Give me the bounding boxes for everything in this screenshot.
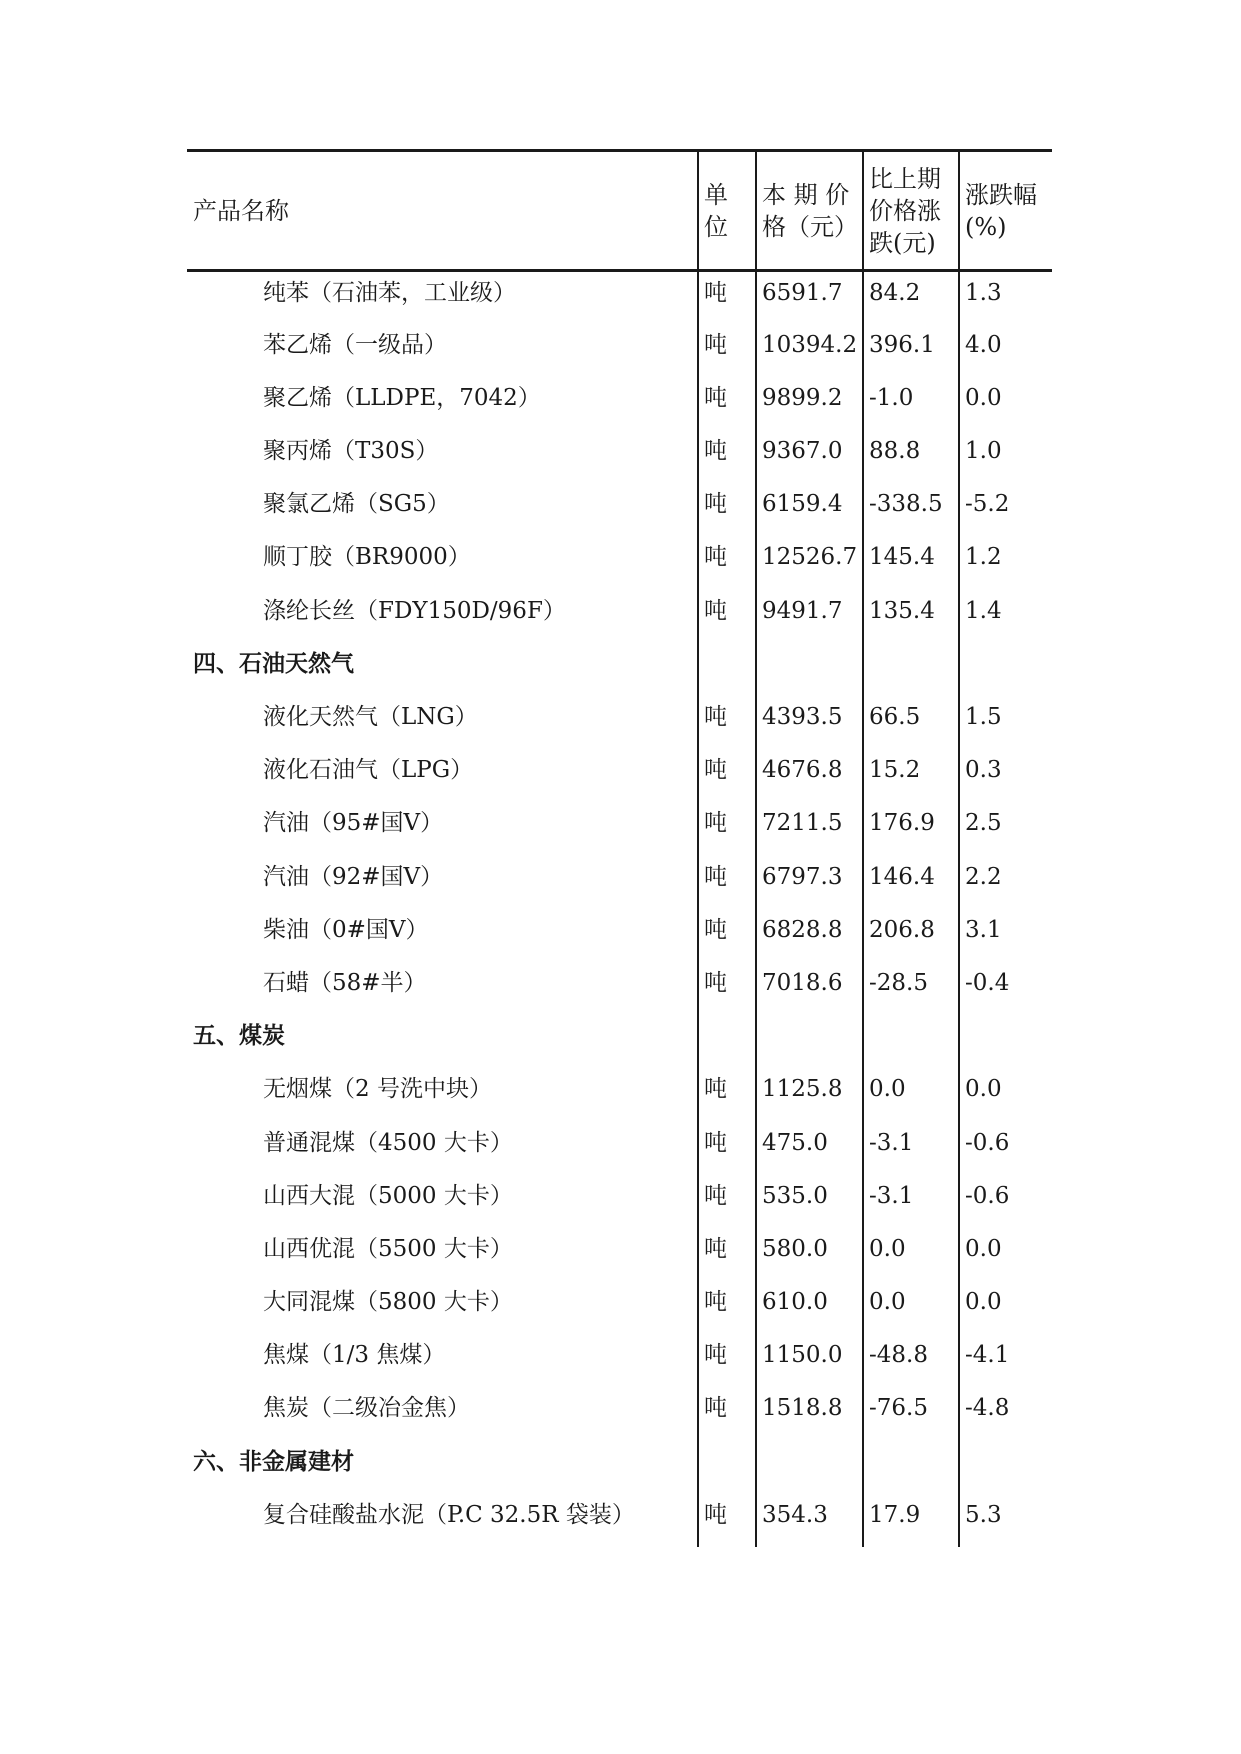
cell-change-percent: -4.1 (965, 1342, 1010, 1369)
cell-unit: 吨 (698, 1175, 756, 1228)
cell-product-name: 无烟煤（2 号洗中块） (187, 1068, 698, 1121)
cell-product-name: 大同混煤（5800 大卡） (187, 1281, 698, 1334)
cell-unit: 吨 (698, 696, 756, 749)
cell-product-name: 汽油（92#国Ⅴ） (187, 856, 698, 909)
section-heading: 六、非金属建材 (187, 1441, 698, 1494)
cell-price-change: 135.4 (863, 590, 959, 643)
cell-price-change: -28.5 (863, 962, 959, 1015)
cell-change-percent: -0.6 (965, 1182, 1010, 1209)
cell-product-name: 山西优混（5500 大卡） (187, 1228, 698, 1281)
cell-change-percent: 0.0 (965, 1235, 1002, 1262)
cell-change-percent: 0.0 (965, 1289, 1002, 1316)
table-row (187, 271, 1052, 324)
cell-current-price: 7211.5 (756, 802, 863, 855)
section-heading: 五、煤炭 (187, 1015, 698, 1068)
table-row (187, 1122, 1052, 1175)
cell-current-price: 6591.7 (756, 271, 863, 324)
cell-price-change: 84.2 (863, 271, 959, 324)
cell-change-percent (959, 1441, 1052, 1494)
cell-unit: 吨 (698, 1068, 756, 1121)
header-row (187, 151, 1052, 271)
cell-price-change: 17.9 (863, 1494, 959, 1547)
cell-price-change (863, 1015, 959, 1068)
cell-product-name: 液化石油气（LPG） (187, 749, 698, 802)
table-row (187, 749, 1052, 802)
table-row (187, 909, 1052, 962)
cell-change-percent: 1.5 (965, 704, 1002, 730)
cell-change-percent: -4.8 (965, 1395, 1010, 1422)
cell-change-percent: 0.0 (965, 1076, 1002, 1103)
cell-price-change: -1.0 (863, 377, 959, 430)
cell-current-price: 535.0 (756, 1175, 863, 1228)
cell-product-name: 焦炭（二级冶金焦） (187, 1387, 698, 1440)
cell-current-price: 1125.8 (756, 1068, 863, 1121)
cell-product-name: 聚氯乙烯（SG5） (187, 483, 698, 536)
section-heading-row (187, 1015, 1052, 1068)
cell-change-percent: -0.4 (965, 969, 1010, 996)
cell-change-percent: 0.0 (965, 384, 1002, 411)
cell-price-change: 0.0 (863, 1068, 959, 1121)
cell-current-price: 4393.5 (756, 696, 863, 749)
cell-current-price: 10394.2 (756, 324, 863, 377)
cell-unit: 吨 (698, 377, 756, 430)
table-row (187, 1387, 1052, 1440)
cell-change-percent: 1.0 (965, 438, 1002, 465)
cell-unit: 吨 (698, 483, 756, 536)
cell-current-price: 475.0 (756, 1122, 863, 1175)
cell-current-price (756, 1015, 863, 1068)
table-row (187, 1175, 1052, 1228)
cell-price-change (863, 643, 959, 696)
cell-product-name: 复合硅酸盐水泥（P.C 32.5R 袋装） (187, 1494, 698, 1547)
cell-change-percent: 5.3 (965, 1501, 1002, 1528)
cell-current-price: 4676.8 (756, 749, 863, 802)
header-change-percent: 涨跌幅 (%) (959, 151, 1052, 271)
cell-price-change: -338.5 (863, 483, 959, 536)
price-table (187, 149, 1052, 1547)
cell-unit: 吨 (698, 271, 756, 324)
cell-unit: 吨 (698, 856, 756, 909)
cell-current-price: 9491.7 (756, 590, 863, 643)
cell-product-name: 顺丁胶（BR9000） (187, 536, 698, 589)
cell-current-price: 6797.3 (756, 856, 863, 909)
cell-change-percent (959, 1015, 1052, 1068)
cell-unit: 吨 (698, 1387, 756, 1440)
table-row (187, 1281, 1052, 1334)
cell-unit: 吨 (698, 1494, 756, 1547)
cell-change-percent: 2.5 (965, 810, 1002, 837)
table-row (187, 324, 1052, 377)
cell-product-name: 纯苯（石油苯，工业级） (187, 271, 698, 324)
cell-current-price: 354.3 (756, 1494, 863, 1547)
table-row (187, 483, 1052, 536)
cell-current-price: 580.0 (756, 1228, 863, 1281)
header-price-change: 比上期 价格涨 跌(元) (863, 151, 959, 271)
cell-product-name: 焦煤（1/3 焦煤） (187, 1334, 698, 1387)
table-row (187, 696, 1052, 749)
cell-product-name: 苯乙烯（一级品） (187, 324, 698, 377)
cell-product-name: 汽油（95#国Ⅴ） (187, 802, 698, 855)
table-row (187, 1334, 1052, 1387)
cell-current-price (756, 1441, 863, 1494)
section-heading-row (187, 643, 1052, 696)
cell-unit: 吨 (698, 749, 756, 802)
cell-unit: 吨 (698, 536, 756, 589)
cell-price-change: 145.4 (863, 536, 959, 589)
cell-price-change: -48.8 (863, 1334, 959, 1387)
cell-unit: 吨 (698, 430, 756, 483)
section-heading: 四、石油天然气 (187, 643, 698, 696)
table-header (187, 151, 1052, 271)
cell-price-change: 66.5 (863, 696, 959, 749)
cell-current-price: 1150.0 (756, 1334, 863, 1387)
cell-product-name: 山西大混（5000 大卡） (187, 1175, 698, 1228)
cell-price-change: 176.9 (863, 802, 959, 855)
cell-current-price: 7018.6 (756, 962, 863, 1015)
cell-unit: 吨 (698, 1281, 756, 1334)
cell-unit: 吨 (698, 590, 756, 643)
cell-change-percent: 4.0 (965, 331, 1002, 358)
cell-current-price (756, 643, 863, 696)
cell-price-change: 146.4 (863, 856, 959, 909)
table-row (187, 430, 1052, 483)
cell-current-price: 610.0 (756, 1281, 863, 1334)
cell-change-percent: 1.2 (965, 544, 1002, 571)
table-row (187, 856, 1052, 909)
cell-unit (698, 643, 756, 696)
cell-change-percent: 3.1 (965, 916, 1002, 943)
cell-change-percent (959, 643, 1052, 696)
cell-current-price: 9899.2 (756, 377, 863, 430)
table-row (187, 802, 1052, 855)
cell-change-percent: 1.4 (965, 597, 1002, 624)
cell-product-name: 涤纶长丝（FDY150D/96F） (187, 590, 698, 643)
table-row (187, 377, 1052, 430)
cell-current-price: 12526.7 (756, 536, 863, 589)
table-body (187, 271, 1052, 1548)
cell-unit: 吨 (698, 1228, 756, 1281)
cell-change-percent: -5.2 (965, 491, 1010, 518)
cell-product-name: 石蜡（58#半） (187, 962, 698, 1015)
header-current-price: 本 期 价 格（元） (756, 151, 863, 271)
cell-price-change: 396.1 (863, 324, 959, 377)
cell-price-change: -3.1 (863, 1175, 959, 1228)
section-heading-row (187, 1441, 1052, 1494)
cell-unit (698, 1015, 756, 1068)
table-row (187, 1494, 1052, 1547)
cell-price-change (863, 1441, 959, 1494)
cell-unit: 吨 (698, 909, 756, 962)
cell-unit (698, 1441, 756, 1494)
cell-product-name: 普通混煤（4500 大卡） (187, 1122, 698, 1175)
cell-unit: 吨 (698, 802, 756, 855)
cell-product-name: 液化天然气（LNG） (187, 696, 698, 749)
cell-change-percent: 1.3 (965, 280, 1002, 306)
cell-current-price: 6828.8 (756, 909, 863, 962)
cell-product-name: 聚乙烯（LLDPE，7042） (187, 377, 698, 430)
cell-current-price: 1518.8 (756, 1387, 863, 1440)
cell-product-name: 聚丙烯（T30S） (187, 430, 698, 483)
cell-unit: 吨 (698, 1334, 756, 1387)
header-unit: 单 位 (698, 151, 756, 271)
cell-change-percent: 0.3 (965, 757, 1002, 784)
cell-price-change: 0.0 (863, 1228, 959, 1281)
cell-change-percent: -0.6 (965, 1129, 1010, 1156)
cell-price-change: 0.0 (863, 1281, 959, 1334)
cell-unit: 吨 (698, 324, 756, 377)
cell-price-change: -3.1 (863, 1122, 959, 1175)
cell-current-price: 9367.0 (756, 430, 863, 483)
cell-price-change: 15.2 (863, 749, 959, 802)
table-row (187, 590, 1052, 643)
cell-product-name: 柴油（0#国Ⅴ） (187, 909, 698, 962)
header-product-name: 产品名称 (187, 151, 698, 271)
cell-unit: 吨 (698, 1122, 756, 1175)
cell-price-change: 88.8 (863, 430, 959, 483)
table-row (187, 536, 1052, 589)
cell-current-price: 6159.4 (756, 483, 863, 536)
cell-unit: 吨 (698, 962, 756, 1015)
table-row (187, 1068, 1052, 1121)
cell-price-change: 206.8 (863, 909, 959, 962)
cell-change-percent: 2.2 (965, 863, 1002, 890)
cell-price-change: -76.5 (863, 1387, 959, 1440)
table-row (187, 962, 1052, 1015)
table-row (187, 1228, 1052, 1281)
